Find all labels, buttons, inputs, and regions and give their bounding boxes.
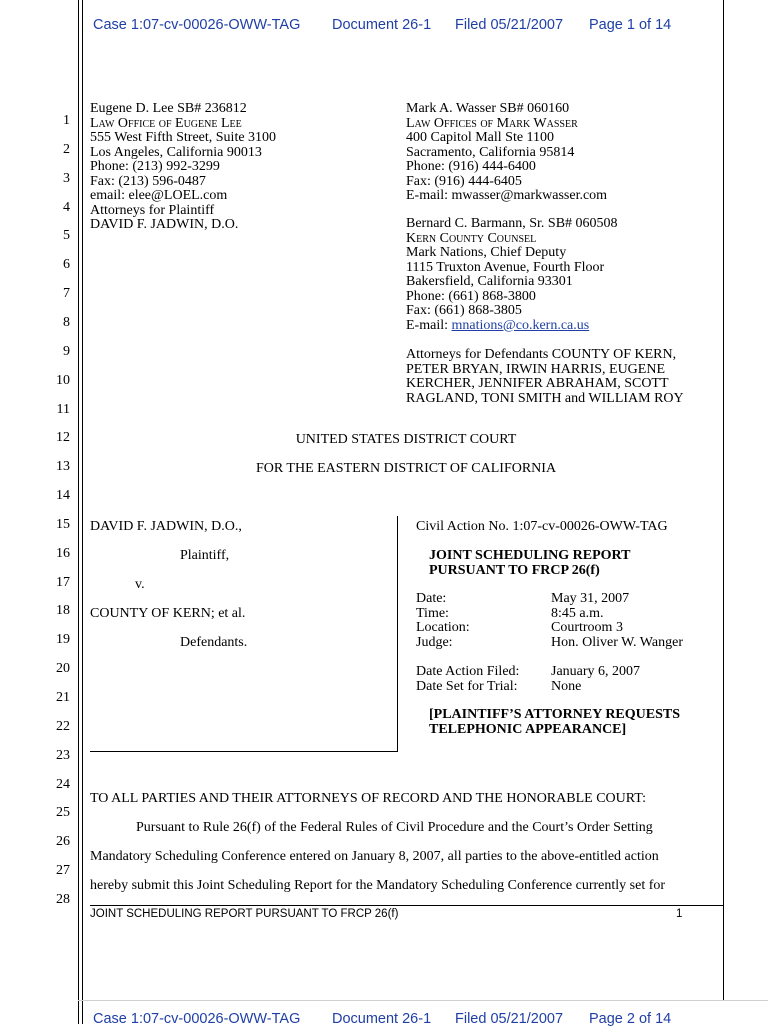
right-margin-rule (723, 0, 724, 1000)
filing-dates (416, 665, 640, 694)
line-number: 3 (63, 170, 70, 186)
header-document: Document 26-1 (332, 1011, 432, 1027)
line-number: 4 (63, 199, 70, 215)
line-number: 23 (56, 747, 70, 763)
line-number: 16 (56, 545, 70, 561)
line-number: 26 (56, 834, 70, 850)
counsel-phone: Phone: (213) 992-3299 (90, 159, 220, 174)
footer-page-number: 1 (676, 908, 683, 920)
line-number: 5 (63, 228, 70, 244)
counsel-phone: Phone: (916) 444-6400 (406, 159, 536, 174)
line-number: 21 (56, 690, 70, 705)
email-link[interactable]: mnations@co.kern.ca.us (451, 317, 590, 333)
defendants-attorneys-block (406, 348, 684, 406)
hearing-value: Hon. Oliver W. Wanger (551, 634, 683, 650)
filing-label: Date Set for Trial: (416, 678, 518, 694)
telephonic-request (429, 708, 680, 737)
counsel-name: Mark A. Wasser SB# 060160 (406, 101, 570, 116)
document-title-line: PURSUANT TO FRCP 26(f) (429, 562, 600, 578)
header-document: Document 26-1 (332, 17, 432, 33)
counsel-fax: Fax: (916) 444-6405 (406, 173, 522, 189)
line-number: 27 (56, 863, 70, 879)
right-counsel-block-wasser (406, 102, 607, 204)
court-district: FOR THE EASTERN DISTRICT OF CALIFORNIA (255, 461, 557, 476)
filing-row (416, 665, 640, 680)
line-number: 15 (56, 516, 70, 532)
counsel-address-line: Los Angeles, California 90013 (90, 144, 262, 160)
header-case-number: Case 1:07-cv-00026-OWW-TAG (93, 1011, 301, 1027)
footer-title: JOINT SCHEDULING REPORT PURSUANT TO FRCP 26(f) (90, 908, 399, 920)
defendant-name: COUNTY OF KERN; et al. (90, 606, 246, 621)
counsel-client: DAVID F. JADWIN, D.O. (90, 217, 239, 232)
defendants-line: PETER BRYAN, IRWIN HARRIS, EUGENE (406, 361, 666, 377)
hearing-value: Courtroom 3 (551, 620, 623, 635)
filing-label: Date Action Filed: (416, 664, 520, 679)
hearing-row (416, 621, 683, 636)
hearing-label: Location: (416, 620, 470, 635)
body-paragraph-line: Mandatory Scheduling Conference entered on January 8, 2007, all parties to the above-entitled action (90, 849, 659, 864)
salutation: TO ALL PARTIES AND THEIR ATTORNEYS OF RECORD AND THE HONORABLE COURT: (90, 791, 646, 806)
left-margin-rule-outer (78, 0, 79, 1024)
filing-value: None (551, 678, 582, 694)
counsel-name: Eugene D. Lee SB# 236812 (90, 101, 247, 116)
hearing-value: May 31, 2007 (551, 591, 630, 606)
defendants-line: Attorneys for Defendants COUNTY OF KERN, (406, 347, 677, 362)
counsel-firm: Law Offices of Mark Wasser (406, 115, 578, 131)
counsel-email: email: elee@LOEL.com (90, 188, 228, 203)
court-name: UNITED STATES DISTRICT COURT (295, 432, 517, 447)
footer-rule (90, 905, 723, 906)
counsel-address-line: 555 West Fifth Street, Suite 3100 (90, 130, 277, 145)
line-number: 2 (63, 141, 70, 157)
hearing-row (416, 592, 683, 607)
defendants-line: KERCHER, JENNIFER ABRAHAM, SCOTT (406, 376, 669, 391)
line-number: 19 (56, 632, 70, 648)
hearing-label: Time: (416, 605, 449, 621)
line-number: 24 (56, 776, 70, 792)
counsel-email (406, 319, 618, 334)
line-number: 13 (56, 459, 70, 475)
header-case-number: Case 1:07-cv-00026-OWW-TAG (93, 17, 301, 33)
defendants-line: RAGLAND, TONI SMITH and WILLIAM ROY (406, 390, 684, 406)
hearing-label: Date: (416, 591, 447, 606)
caption-divider (397, 516, 398, 752)
counsel-role: Attorneys for Plaintiff (90, 202, 215, 218)
counsel-email: E-mail: mwasser@markwasser.com (406, 188, 608, 203)
body-paragraph-line: Pursuant to Rule 26(f) of the Federal Rules of Civil Procedure and the Court’s Order Setting (136, 820, 653, 835)
defendant-role: Defendants. (180, 635, 248, 650)
counsel-fax: Fax: (661) 868-3805 (406, 303, 522, 318)
filing-value: January 6, 2007 (551, 664, 641, 679)
counsel-firm: Kern County Counsel (406, 230, 537, 246)
versus-label: v. (135, 577, 145, 592)
document-title (429, 549, 631, 578)
plaintiff-role: Plaintiff, (180, 548, 230, 563)
line-number: 17 (56, 574, 70, 590)
counsel-firm: Law Office of Eugene Lee (90, 115, 242, 131)
header-filed-date: Filed 05/21/2007 (455, 17, 564, 33)
line-number: 1 (63, 113, 70, 128)
hearing-row (416, 636, 683, 651)
plaintiff-name: DAVID F. JADWIN, D.O., (90, 519, 242, 534)
hearing-details (416, 592, 683, 650)
line-number: 12 (56, 430, 70, 446)
counsel-name: Bernard C. Barmann, Sr. SB# 060508 (406, 216, 618, 231)
right-counsel-block-barmann (406, 217, 618, 333)
counsel-address-line: Bakersfield, California 93301 (406, 274, 573, 289)
header-page-count: Page 1 of 14 (589, 17, 672, 33)
body-paragraph-line: hereby submit this Joint Scheduling Report for the Mandatory Scheduling Conference currently set for (90, 878, 666, 893)
header-filed-date: Filed 05/21/2007 (455, 1011, 564, 1027)
page-break-rule (78, 1000, 768, 1001)
counsel-address-line: Sacramento, California 95814 (406, 144, 575, 160)
header-page-count: Page 2 of 14 (589, 1011, 672, 1027)
line-number: 28 (56, 891, 70, 907)
line-number: 20 (56, 661, 70, 677)
line-number: 10 (56, 372, 70, 388)
line-number: 8 (63, 314, 70, 330)
counsel-deputy: Mark Nations, Chief Deputy (406, 245, 567, 260)
email-label: E-mail: (406, 317, 452, 333)
telephonic-request-line: [PLAINTIFF’S ATTORNEY REQUESTS (429, 707, 681, 722)
filing-row (416, 680, 640, 695)
counsel-phone: Phone: (661) 868-3800 (406, 288, 536, 304)
left-counsel-block (90, 102, 276, 233)
document-title-line: JOINT SCHEDULING REPORT (429, 548, 631, 563)
line-number: 22 (56, 718, 70, 734)
left-margin-rule-inner (82, 0, 83, 1024)
counsel-address-line: 400 Capitol Mall Ste 1100 (406, 130, 555, 145)
line-number: 9 (63, 343, 70, 359)
caption-bottom-rule (90, 751, 398, 752)
hearing-row (416, 607, 683, 622)
counsel-fax: Fax: (213) 596-0487 (90, 173, 206, 189)
hearing-label: Judge: (416, 634, 453, 650)
line-number: 18 (56, 603, 70, 619)
counsel-address-line: 1115 Truxton Avenue, Fourth Floor (406, 259, 605, 275)
line-number: 7 (63, 286, 70, 302)
telephonic-request-line: TELEPHONIC APPEARANCE] (429, 721, 627, 737)
line-number: 6 (63, 257, 70, 273)
line-number: 14 (56, 488, 70, 504)
line-number: 11 (56, 401, 70, 417)
civil-action-number: Civil Action No. 1:07-cv-00026-OWW-TAG (416, 519, 668, 534)
hearing-value: 8:45 a.m. (551, 605, 604, 621)
line-number: 25 (56, 805, 70, 821)
